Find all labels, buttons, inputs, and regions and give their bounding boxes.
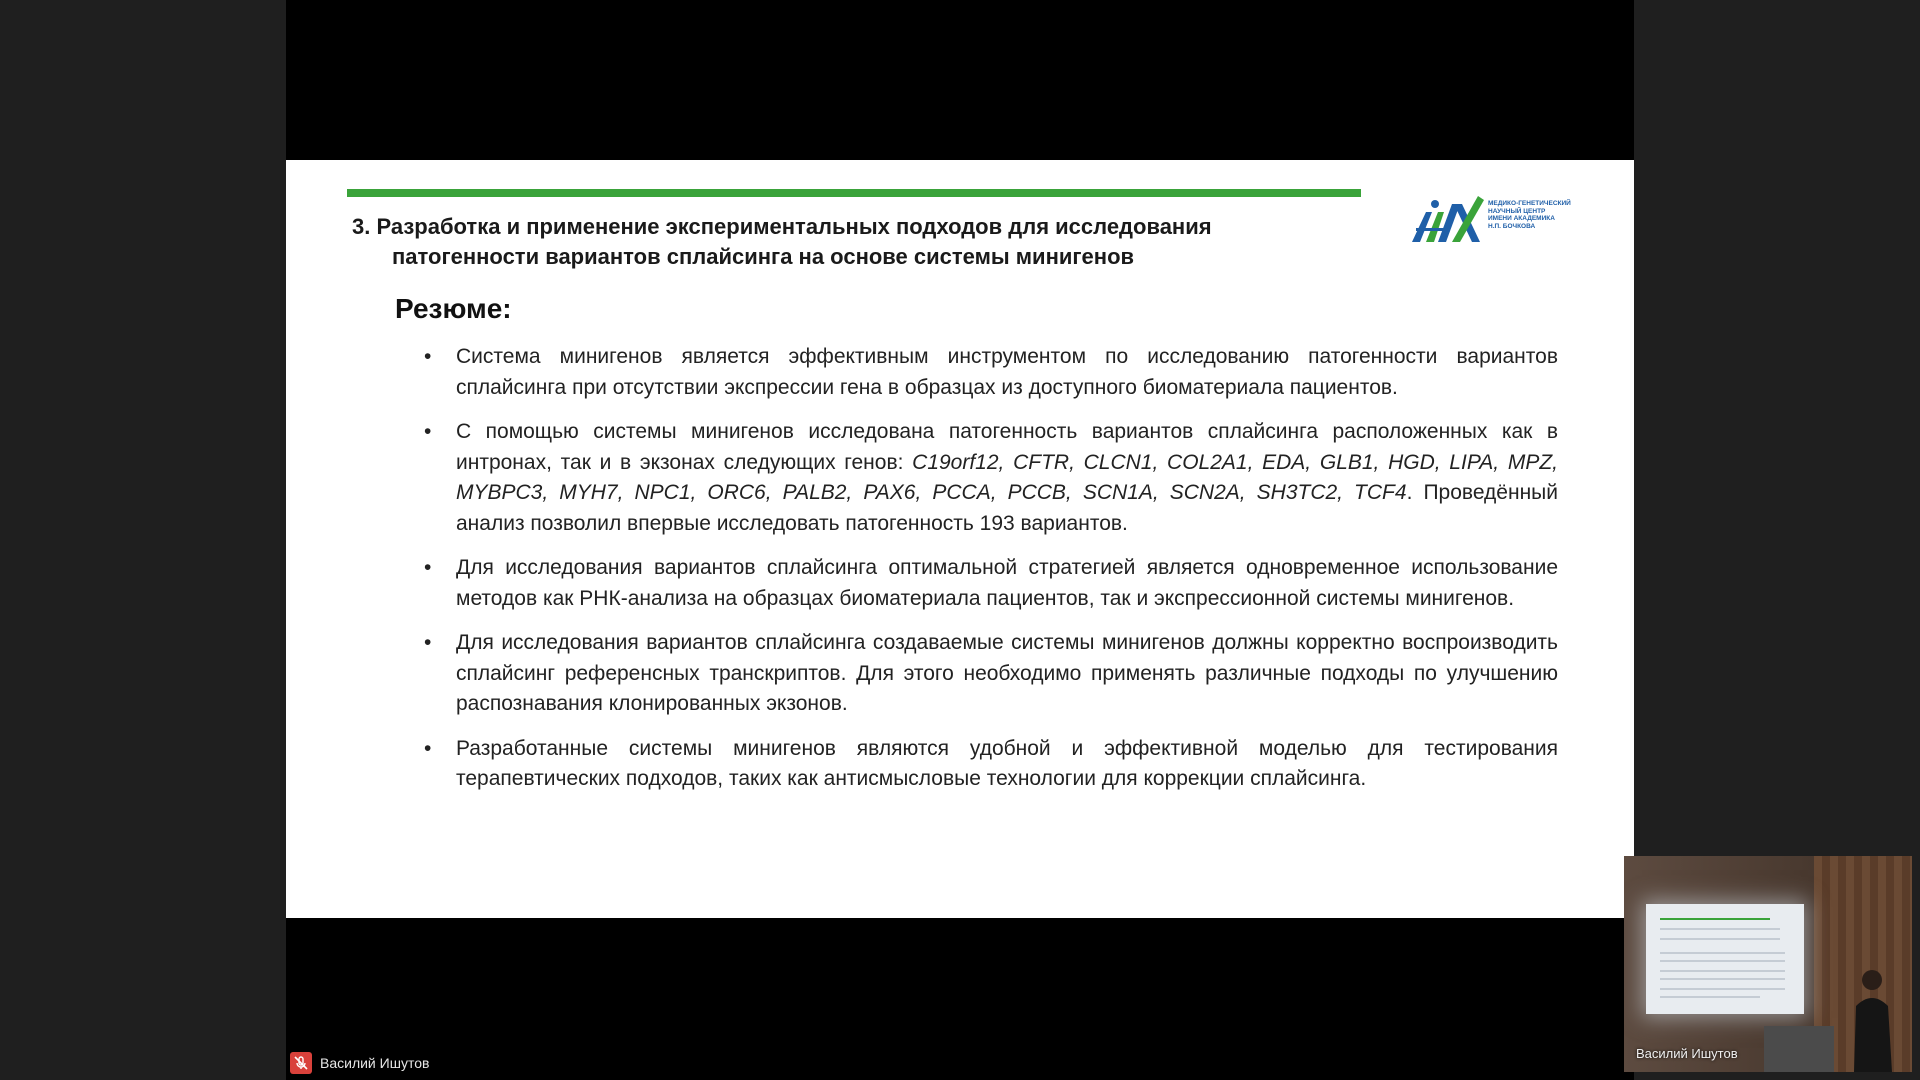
- logo-text: МЕДИКО-ГЕНЕТИЧЕСКИЙ НАУЧНЫЙ ЦЕНТР ИМЕНИ АКАДЕМИКА Н.П. БОЧКОВА: [1488, 200, 1571, 230]
- mic-off-icon[interactable]: [290, 1052, 312, 1074]
- logo-mark-icon: [1408, 190, 1488, 246]
- title-accent-bar: [347, 189, 1361, 197]
- presenter-name: Василий Ишутов: [320, 1055, 430, 1071]
- summary-bullet-list: [424, 342, 1558, 809]
- slide-title: [352, 212, 1372, 272]
- gene-list: C19orf12, CFTR, CLCN1, COL2A1, EDA, GLB1, HGD, LIPA, MPZ, MYBPC3, MYH7, NPC1, ORC6, PALB2, PAX6, PCCA, PCCB, SCN1A, SCN2A, SH3TC2, TCF4: [456, 450, 1558, 504]
- slide-title-line2: патогенности вариантов сплайсинга на основе системы минигенов: [392, 244, 1135, 269]
- slide-title-line1: 3. Разработка и применение экспериментальных подходов для исследования: [352, 214, 1212, 239]
- bullet-item: • С помощью системы минигенов исследована патогенность вариантов сплайсинга расположенных как в интронах, так и в экзонах следующих генов: C19orf12, CFTR, CLCN1, COL2A1, EDA, GLB1, HGD, LIPA, MPZ, MYBPC3, MYH7, NPC1, ORC6, PALB2, PAX6, PCCA, PCCB, SCN1A, SCN2A, SH3TC2, TCF4. Проведённый анализ позволил впервые исследовать патогенность 193 вариантов.: [424, 417, 1558, 539]
- presenter-name-tag: [290, 1052, 429, 1074]
- speaker-silhouette-icon: [1846, 966, 1896, 1072]
- participant-video-tile[interactable]: [1624, 856, 1912, 1072]
- summary-heading: Резюме:: [395, 293, 512, 324]
- bullet-item: • Для исследования вариантов сплайсинга создаваемые системы минигенов должны корректно воспроизводить сплайсинг референсных транскриптов. Для этого необходимо применять различные подходы по улучшению распознавания клонированных экзонов.: [424, 628, 1558, 720]
- bullet-item: • Система минигенов является эффективным инструментом по исследованию патогенности вариантов сплайсинга при отсутствии экспрессии гена в образцах из доступного биоматериала пациентов.: [424, 342, 1558, 403]
- institute-logo: [1408, 190, 1588, 250]
- bullet-item: • Для исследования вариантов сплайсинга оптимальной стратегией является одновременное использование методов как РНК-анализа на образцах биоматериала пациентов, так и экспрессионной системы минигенов.: [424, 553, 1558, 614]
- lectern: [1764, 1026, 1834, 1072]
- projected-slide-thumbnail: [1646, 904, 1804, 1014]
- presentation-slide: [286, 160, 1634, 918]
- video-tile-name: Василий Ишутов: [1636, 1046, 1738, 1061]
- bullet-item: • Разработанные системы минигенов являются удобной и эффективной моделью для тестирования терапевтических подходов, таких как антисмысловые технологии для коррекции сплайсинга.: [424, 734, 1558, 795]
